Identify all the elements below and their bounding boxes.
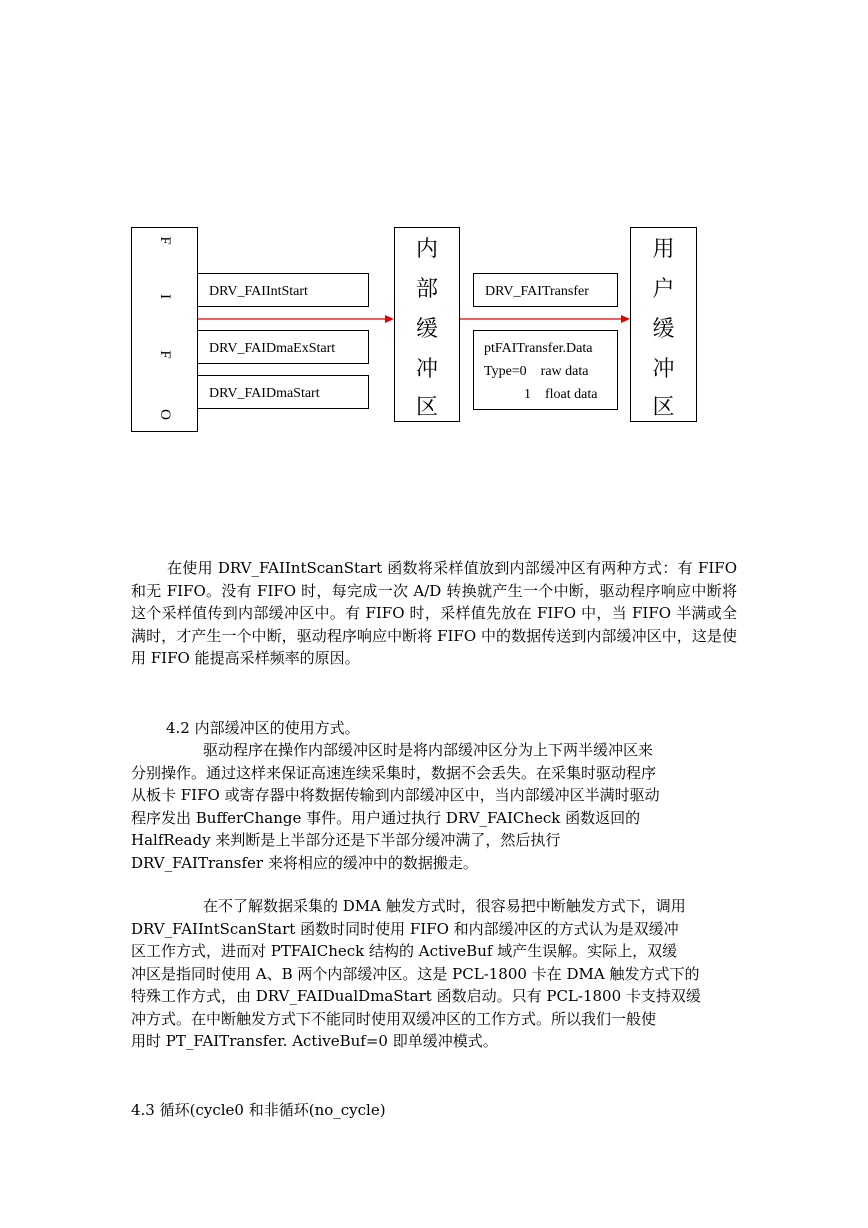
flow-arrows [0, 0, 868, 460]
text-line: 程序发出 BufferChange 事件。用户通过执行 DRV_FAICheck 函数返回的 [131, 808, 641, 827]
data-type-line: Type=0 raw data [484, 364, 589, 379]
internal-buffer-char: 部 [415, 277, 438, 302]
data-type-line: 1 float data [524, 387, 598, 402]
arrow-internal-to-user [460, 315, 630, 323]
function-label: DRV_FAITransfer [485, 284, 589, 299]
internal-buffer-char: 内 [415, 237, 438, 262]
text-line: 区工作方式，进而对 PTFAICheck 结构的 ActiveBuf 域产生误解。实际上，双缓 [131, 942, 678, 960]
fifo-letter: F [157, 236, 173, 245]
text-line: DRV_FAITransfer 来将相应的缓冲中的数据搬走。 [131, 853, 478, 872]
paragraph-text: 在使用 DRV_FAIIntScanStart 函数将采样值放到内部缓冲区有两种方式：有 FIFO 和无 FIFO。没有 FIFO 时，每完成一次 A/D 转换就产生一个中断，驱动程序响应中断将这个采样值传到内部缓冲区中。有 FIFO 时，采样值先放在 FIFO 中，当 FIFO 半满或全满时，才产生一个中断，驱动程序响应中断将 FIFO 中的数据传送到内部缓冲区中，这是使用 FIFO 能提高采样频率的原因。 [131, 559, 737, 667]
text-line: 冲方式。在中断触发方式下不能同时使用双缓冲区的工作方式。所以我们一般使 [131, 1009, 657, 1028]
text-line: 驱动程序在操作内部缓冲区时是将内部缓冲区分为上下两半缓冲区来 [203, 741, 654, 759]
text-line: HalfReady 来判断是上半部分还是下半部分缓冲满了，然后执行 [131, 831, 561, 849]
section-4-3-title: 4.3 循环(cycle0 和非循环(no_cycle) [131, 1101, 386, 1119]
section-4-2-paragraph-2 [131, 895, 737, 1053]
fifo-letter: F [157, 350, 173, 359]
user-buffer-char: 户 [652, 277, 675, 302]
text-line: 从板卡 FIFO 或寄存器中将数据传输到内部缓冲区中，当内部缓冲区半满时驱动 [131, 786, 660, 804]
internal-buffer-char: 区 [415, 395, 438, 420]
fifo-letter: I [157, 294, 173, 299]
user-buffer-char: 用 [652, 237, 675, 262]
function-label: DRV_FAIDmaExStart [209, 341, 336, 356]
user-buffer-char: 冲 [652, 357, 675, 382]
function-label: DRV_FAIIntStart [209, 284, 308, 299]
text-line: 在不了解数据采集的 DMA 触发方式时，很容易把中断触发方式下，调用 [203, 897, 686, 915]
arrow-fifo-to-internal [198, 315, 394, 323]
internal-buffer-char: 冲 [415, 357, 438, 382]
data-type-line: ptFAITransfer.Data [484, 341, 593, 356]
fifo-letter: O [157, 409, 173, 420]
text-line: 用时 PT_FAITransfer. ActiveBuf=0 即单缓冲模式。 [131, 1032, 498, 1050]
user-buffer-char: 缓 [652, 317, 675, 342]
text-line: 特殊工作方式，由 DRV_FAIDualDmaStart 函数启动。只有 PCL-1800 卡支持双缓 [131, 987, 701, 1005]
user-buffer-char: 区 [652, 395, 675, 420]
text-line: 分别操作。通过这样来保证高速连续采集时，数据不会丢失。在采集时驱动程序 [131, 763, 657, 782]
intro-paragraph [131, 557, 737, 670]
internal-buffer-char: 缓 [415, 317, 438, 342]
section-4-2-paragraph-1 [131, 739, 737, 874]
text-line: DRV_FAIIntScanStart 函数时同时使用 FIFO 和内部缓冲区的方式认为是双缓冲 [131, 919, 679, 938]
text-line: 冲区是指同时使用 A、B 两个内部缓冲区。这是 PCL-1800 卡在 DMA 触发方式下的 [131, 964, 700, 983]
function-label: DRV_FAIDmaStart [209, 386, 320, 401]
section-4-2-title: 4.2 内部缓冲区的使用方式。 [166, 719, 360, 737]
